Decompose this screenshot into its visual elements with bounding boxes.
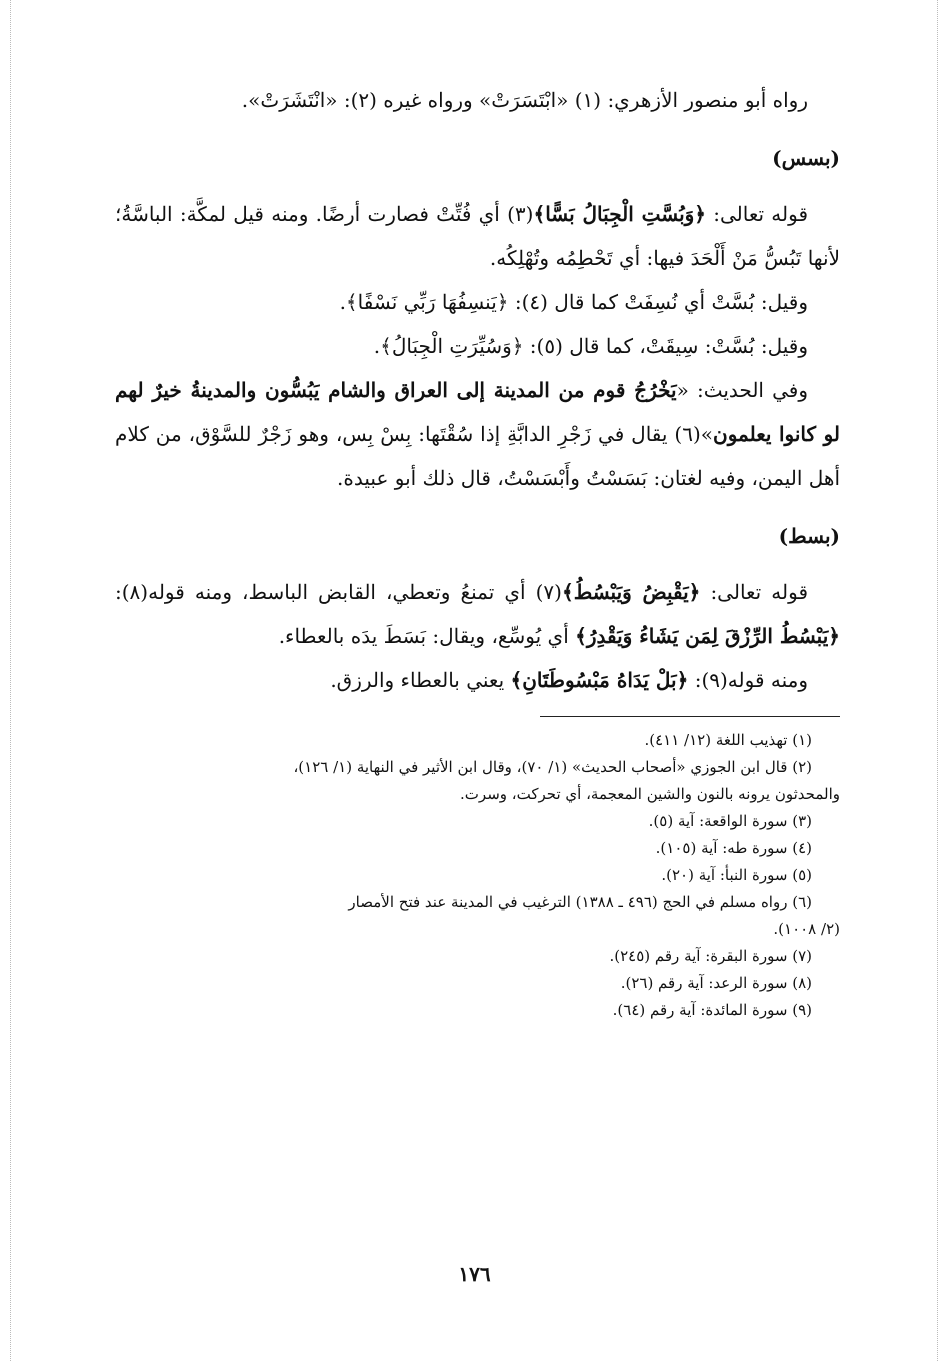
paragraph-1 — [115, 78, 840, 122]
footnote-1: (١) تهذيب اللغة (١٢/ ٤١١). — [644, 731, 812, 749]
footnote-2-continued: والمحدثون يرونه بالنون والشين المعجمة، أي تحركت، وسرت. — [460, 785, 840, 803]
entry-heading-bss: (بسس) — [772, 146, 840, 170]
footnote-divider — [540, 716, 840, 717]
footnote-2: (٢) قال ابن الجوزي «أصحاب الحديث» (١/ ٧٠)، وقال ابن الأثير في النهاية (١/ ١٢٦)، — [293, 758, 812, 776]
scan-edge-left — [10, 0, 12, 1361]
hadith-quote: يَخْرُجُ قوم من المدينة إلى العراق والشام يَبُسُّون والمدينةُ خيرٌ لهم لو كانوا يعلمون — [115, 378, 840, 446]
quran-quote: ﴿يَقْبِضُ وَيَبْسُطُ﴾ — [561, 580, 701, 604]
footnote-3: (٣) سورة الواقعة: آية (٥). — [648, 812, 812, 830]
entry-heading-bst: (بسط) — [778, 524, 840, 548]
footnote-8: (٨) سورة الرعد: آية رقم (٢٦). — [620, 974, 812, 992]
paragraph-4: وقيل: بُسَّتْ: سِيقَتْ، كما قال (٥): ﴿وَسُيِّرَتِ الْجِبَالُ﴾. — [373, 334, 808, 358]
footnote-5: (٥) سورة النبأ: آية (٢٠). — [661, 866, 812, 884]
quran-quote: ﴿وَبُسَّتِ الْجِبَالُ بَسًّا﴾ — [533, 202, 707, 226]
paragraph-5: وفي الحديث: «يَخْرُجُ قوم من المدينة إلى العراق والشام يَبُسُّون والمدينةُ خيرٌ لهم لو كانوا يعلمون»(٦) يقال في زَجْرِ الدابَّةِ إذا سُقْتَها: بِسْ بِس، وهو زَجْرٌ للسَّوْق، من كلام أهل اليمن، وفيه لغتان: بَسَسْتُ وأَبْسَسْتُ، قال ذلك أبو عبيدة. — [115, 378, 840, 490]
scan-edge-right — [937, 0, 939, 1361]
footnote-9: (٩) سورة المائدة: آية رقم (٦٤). — [612, 1001, 812, 1019]
paragraph-7: ومنه قوله(٩): ﴿بَلْ يَدَاهُ مَبْسُوطَتَانِ﴾ يعني بالعطاء والرزق. — [330, 668, 808, 692]
footnote-6: (٦) رواه مسلم في الحج (٤٩٦ ـ ١٣٨٨) الترغيب في المدينة عند فتح الأمصار — [348, 893, 812, 911]
footnote-6-continued: (٢/ ١٠٠٨). — [773, 920, 840, 938]
paragraph-1-text: رواه أبو منصور الأزهري: (١) «ابْتَسَرَتْ» ورواه غيره (٢): «انْتَشَرَتْ». — [241, 88, 808, 112]
paragraph-6: قوله تعالى: ﴿يَقْبِضُ وَيَبْسُطُ﴾(٧) أي تمنعُ وتعطي، القابض الباسط، ومنه قوله(٨): ﴿يَبْسُطُ الرِّزْقَ لِمَن يَشَاءُ وَيَقْدِرُ﴾ أي يُوسِّع، ويقال: بَسَطَ يدَه بالعطاء. — [115, 580, 840, 648]
quran-quote: ﴿يَبْسُطُ الرِّزْقَ لِمَن يَشَاءُ وَيَقْدِرُ﴾ — [575, 624, 840, 648]
footnote-7: (٧) سورة البقرة: آية رقم (٢٤٥). — [609, 947, 812, 965]
paragraph-2: قوله تعالى: ﴿وَبُسَّتِ الْجِبَالُ بَسًّا﴾(٣) أي فُتِّتْ فصارت أرضًا. ومنه قيل لمكَّة: الباسَّةُ؛ لأنها تَبُسُّ مَنْ أَلْحَدَ فيها: أي تَحْطِمُه وتُهْلِكُه. — [115, 202, 840, 270]
footnote-4: (٤) سورة طه: آية (١٠٥). — [655, 839, 812, 857]
page-number: ١٧٦ — [458, 1262, 491, 1286]
page-content — [115, 78, 840, 1024]
quran-quote: ﴿بَلْ يَدَاهُ مَبْسُوطَتَانِ﴾ — [510, 668, 689, 692]
paragraph-3: وقيل: بُسَّتْ أي نُسِفَتْ كما قال (٤): ﴿يَنسِفُهَا رَبِّي نَسْفًا﴾. — [339, 290, 808, 314]
